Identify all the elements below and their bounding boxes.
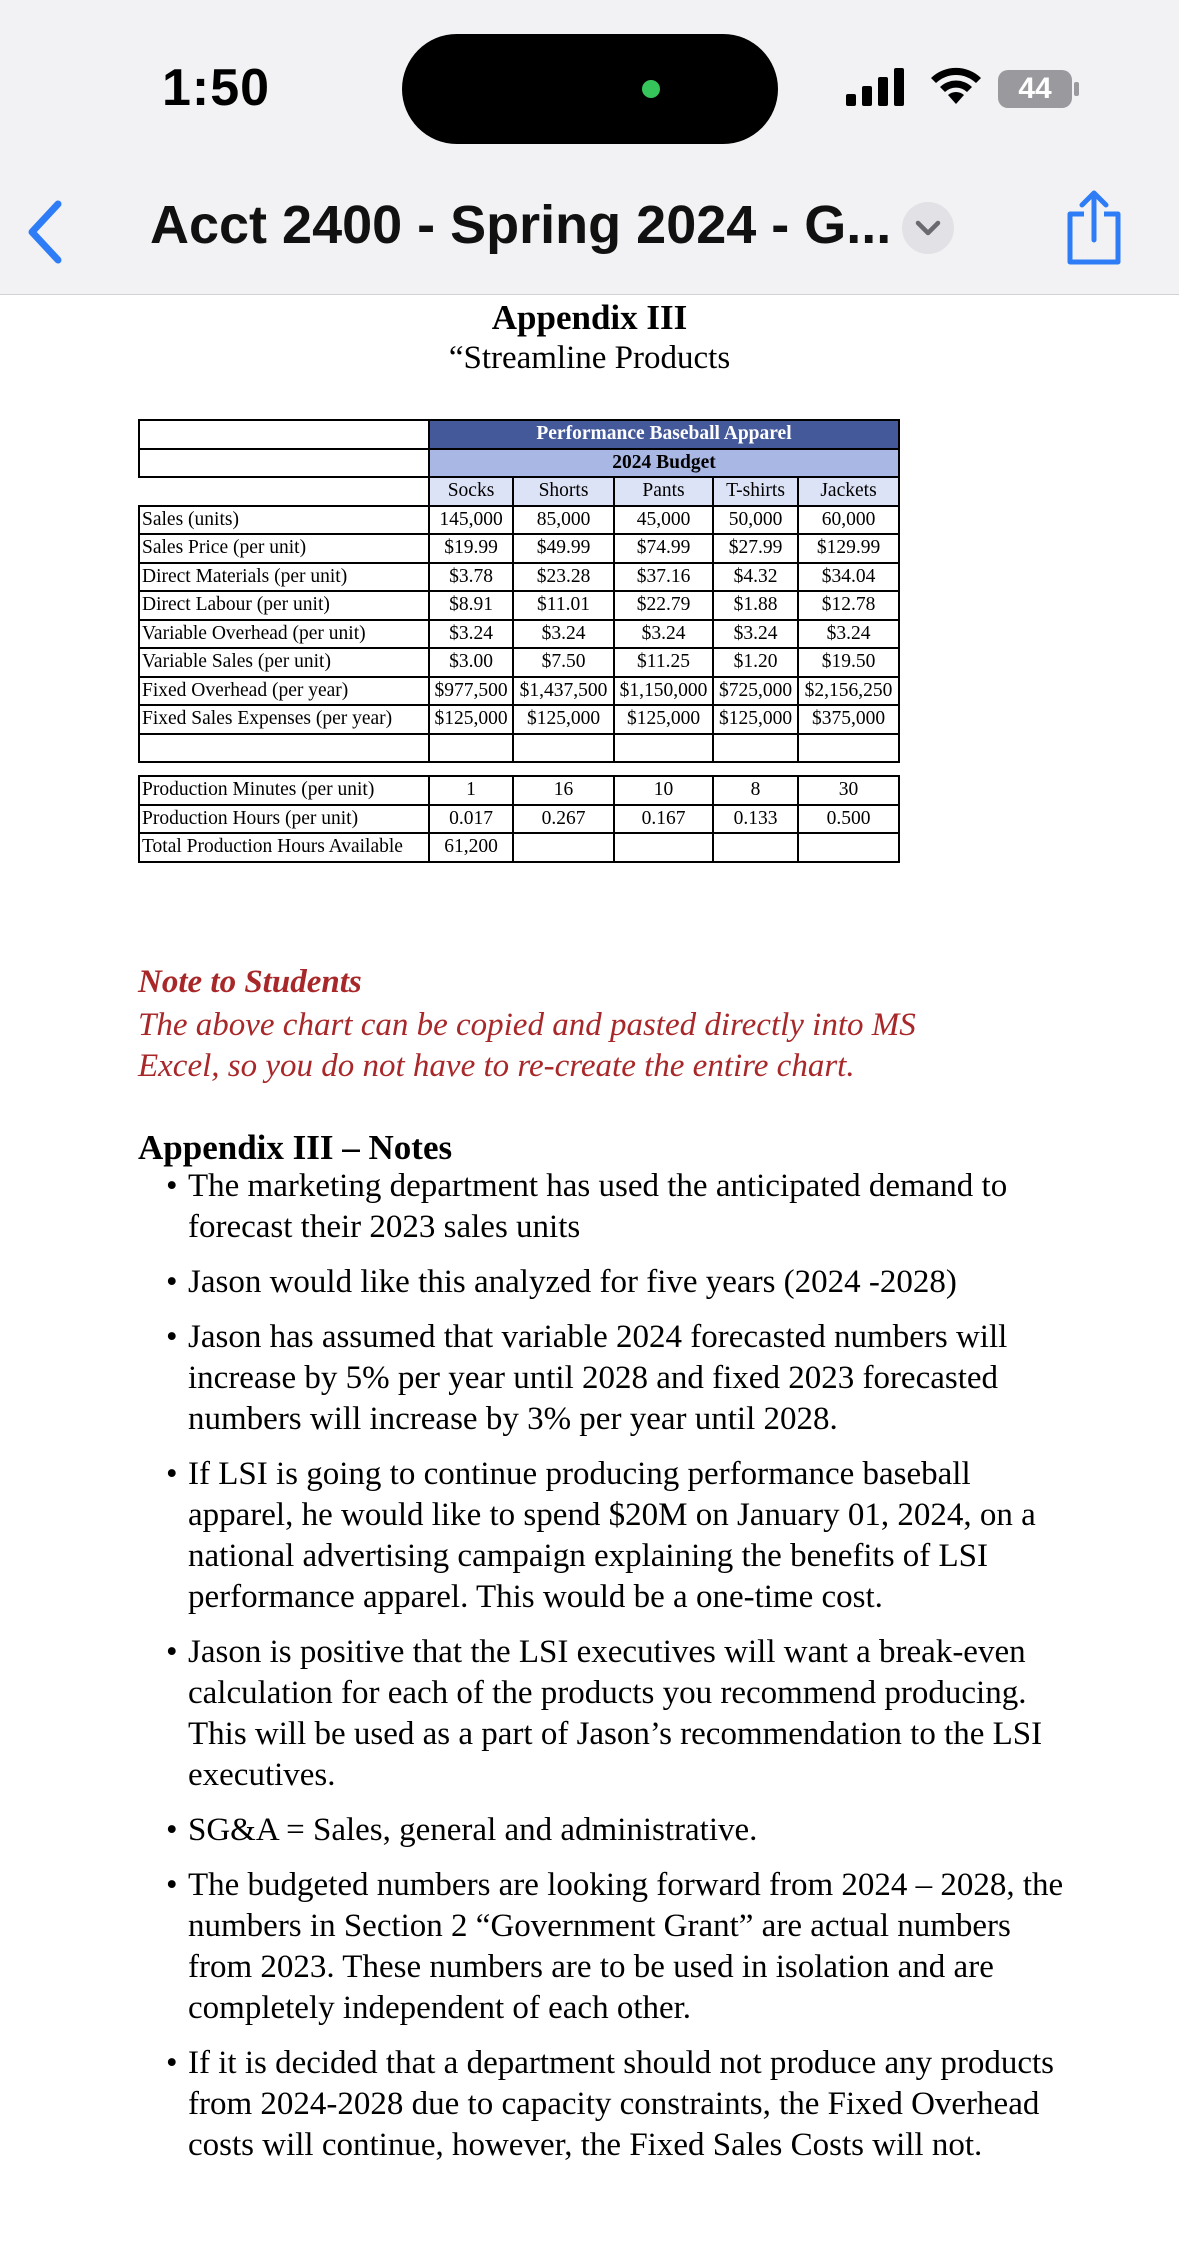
wifi-icon xyxy=(928,60,984,106)
table-cell: 0.267 xyxy=(513,805,614,834)
row-label: Direct Labour (per unit) xyxy=(139,591,429,620)
notes-title: Appendix III – Notes xyxy=(138,1128,453,1167)
table-header-row xyxy=(139,449,899,478)
table-header-row xyxy=(139,420,899,449)
table-cell: $1,437,500 xyxy=(513,677,614,706)
document-title[interactable]: Acct 2400 - Spring 2024 - G... xyxy=(150,195,892,255)
table-corner-cell xyxy=(139,477,429,506)
camera-indicator-icon xyxy=(642,80,660,98)
table-cell: 0.133 xyxy=(713,805,798,834)
row-label: Sales Price (per unit) xyxy=(139,534,429,563)
product-header: Jackets xyxy=(798,477,899,506)
cellular-signal-icon xyxy=(846,66,906,106)
table-row xyxy=(139,677,899,706)
table-cell: $19.99 xyxy=(429,534,513,563)
table-cell: 60,000 xyxy=(798,506,899,535)
product-header: Pants xyxy=(614,477,713,506)
table-empty-row xyxy=(139,734,899,763)
table-cell: $23.28 xyxy=(513,563,614,592)
row-label: Fixed Overhead (per year) xyxy=(139,677,429,706)
bullet: • xyxy=(166,1319,178,1355)
budget-table xyxy=(138,419,900,863)
table-row xyxy=(139,648,899,677)
table-row xyxy=(139,620,899,649)
table-cell: $8.91 xyxy=(429,591,513,620)
note-text: If LSI is going to continue producing performance baseball apparel, he would like to spend $20M on January 01, 2024, on a national advertising campaign explaining the benefits of LSI performance apparel. This would be a one-time cost. xyxy=(188,1456,1036,1615)
table-cell: 50,000 xyxy=(713,506,798,535)
table-cell xyxy=(614,734,713,763)
notes-list xyxy=(166,1166,1066,2180)
table-cell: 61,200 xyxy=(429,833,513,862)
back-chevron-icon[interactable] xyxy=(20,192,70,272)
table-cell xyxy=(713,734,798,763)
table-cell xyxy=(139,734,429,763)
appendix-title: Appendix III xyxy=(491,298,688,337)
battery-icon xyxy=(998,70,1080,108)
table-spacer-row xyxy=(139,762,899,776)
note-text: The budgeted numbers are looking forward from 2024 – 2028, the numbers in Section 2 “Government Grant” are actual numbers from 2023. These numbers are to be used in isolation and are completely independent of each other. xyxy=(188,1867,1064,2026)
table-cell: 1 xyxy=(429,776,513,805)
row-label: Production Hours (per unit) xyxy=(139,805,429,834)
product-header-row xyxy=(139,477,899,506)
table-cell: 0.017 xyxy=(429,805,513,834)
product-header: T-shirts xyxy=(713,477,798,506)
table-cell: $3.24 xyxy=(798,620,899,649)
table-row xyxy=(139,776,899,805)
note-text: Jason has assumed that variable 2024 forecasted numbers will increase by 5% per year until 2028 and fixed 2023 forecasted numbers will increase by 3% per year until 2028. xyxy=(188,1319,1008,1437)
table-cell: 0.500 xyxy=(798,805,899,834)
table-cell: 30 xyxy=(798,776,899,805)
table-cell: $1.88 xyxy=(713,591,798,620)
table-row xyxy=(139,506,899,535)
chevron-down-icon xyxy=(902,202,954,254)
status-time: 1:50 xyxy=(162,59,271,117)
note-line: The above chart can be copied and pasted directly into MS xyxy=(138,1007,916,1043)
table-cell: 85,000 xyxy=(513,506,614,535)
table-subheading: 2024 Budget xyxy=(429,449,899,478)
table-cell: 0.167 xyxy=(614,805,713,834)
table-cell: $11.25 xyxy=(614,648,713,677)
appendix-subtitle: “Streamline Products xyxy=(448,340,731,376)
table-cell xyxy=(429,734,513,763)
table-corner-cell xyxy=(139,420,429,449)
table-cell xyxy=(513,833,614,862)
table-cell: $125,000 xyxy=(713,705,798,734)
table-heading: Performance Baseball Apparel xyxy=(429,420,899,449)
title-menu-button[interactable] xyxy=(902,202,954,254)
table-cell: $125,000 xyxy=(513,705,614,734)
list-item xyxy=(166,1317,1066,1440)
table-row xyxy=(139,705,899,734)
table-cell xyxy=(513,734,614,763)
table-cell: $725,000 xyxy=(713,677,798,706)
note-text: SG&A = Sales, general and administrative. xyxy=(188,1812,758,1848)
table-cell: $1,150,000 xyxy=(614,677,713,706)
table-cell xyxy=(798,833,899,862)
table-cell: $375,000 xyxy=(798,705,899,734)
table-cell: $129.99 xyxy=(798,534,899,563)
navigation-bar xyxy=(0,170,1179,295)
list-item xyxy=(166,2043,1066,2166)
list-item xyxy=(166,1865,1066,2029)
bullet: • xyxy=(166,1264,178,1300)
table-row xyxy=(139,534,899,563)
row-label: Variable Overhead (per unit) xyxy=(139,620,429,649)
table-cell: $34.04 xyxy=(798,563,899,592)
note-text: Jason is positive that the LSI executives will want a break-even calculation for each of the products you recommend producing. This will be used as a part of Jason’s recommendation to the LSI executives. xyxy=(188,1634,1043,1793)
table-cell: $3.00 xyxy=(429,648,513,677)
table-spacer xyxy=(139,762,899,776)
bullet: • xyxy=(166,1867,178,1903)
table-cell: 8 xyxy=(713,776,798,805)
table-cell: $11.01 xyxy=(513,591,614,620)
table-cell xyxy=(713,833,798,862)
row-label: Fixed Sales Expenses (per year) xyxy=(139,705,429,734)
status-bar xyxy=(0,0,1179,170)
note-text: If it is decided that a department should not produce any products from 2024-2028 due to capacity constraints, the Fixed Overhead costs will continue, however, the Fixed Sales Costs will not. xyxy=(188,2045,1055,2163)
bullet: • xyxy=(166,2045,178,2081)
table-cell: $2,156,250 xyxy=(798,677,899,706)
table-cell: $19.50 xyxy=(798,648,899,677)
table-cell xyxy=(798,734,899,763)
row-label: Variable Sales (per unit) xyxy=(139,648,429,677)
table-cell: $3.24 xyxy=(513,620,614,649)
note-text: The marketing department has used the anticipated demand to forecast their 2023 sales units xyxy=(188,1168,1008,1245)
table-cell: $74.99 xyxy=(614,534,713,563)
list-item xyxy=(166,1262,1066,1303)
table-cell: 10 xyxy=(614,776,713,805)
row-label: Total Production Hours Available xyxy=(139,833,429,862)
list-item xyxy=(166,1454,1066,1618)
list-item xyxy=(166,1810,1066,1851)
bullet: • xyxy=(166,1634,178,1670)
table-cell: $3.78 xyxy=(429,563,513,592)
table-cell: 45,000 xyxy=(614,506,713,535)
table-row xyxy=(139,805,899,834)
table-cell xyxy=(614,833,713,862)
row-label: Direct Materials (per unit) xyxy=(139,563,429,592)
bullet: • xyxy=(166,1168,178,1204)
table-cell: 16 xyxy=(513,776,614,805)
list-item xyxy=(166,1632,1066,1796)
table-cell: $22.79 xyxy=(614,591,713,620)
table-cell: $977,500 xyxy=(429,677,513,706)
table-row xyxy=(139,591,899,620)
table-cell: $27.99 xyxy=(713,534,798,563)
table-cell: $1.20 xyxy=(713,648,798,677)
table-cell: $3.24 xyxy=(713,620,798,649)
table-cell: $3.24 xyxy=(429,620,513,649)
table-corner-cell xyxy=(139,449,429,478)
row-label: Sales (units) xyxy=(139,506,429,535)
table-row xyxy=(139,833,899,862)
dynamic-island xyxy=(402,34,778,144)
table-cell: 145,000 xyxy=(429,506,513,535)
product-header: Socks xyxy=(429,477,513,506)
table-cell: $4.32 xyxy=(713,563,798,592)
product-header: Shorts xyxy=(513,477,614,506)
table-row xyxy=(139,563,899,592)
list-item xyxy=(166,1166,1066,1248)
note-text: Jason would like this analyzed for five years (2024 -2028) xyxy=(188,1264,957,1300)
table-cell: $49.99 xyxy=(513,534,614,563)
note-title: Note to Students xyxy=(138,964,362,1000)
table-cell: $3.24 xyxy=(614,620,713,649)
note-body xyxy=(138,1005,1038,1087)
bullet: • xyxy=(166,1812,178,1848)
note-line: Excel, so you do not have to re-create the entire chart. xyxy=(138,1048,855,1084)
share-icon[interactable] xyxy=(1064,188,1124,268)
table-cell: $125,000 xyxy=(614,705,713,734)
bullet: • xyxy=(166,1456,178,1492)
table-cell: $125,000 xyxy=(429,705,513,734)
table-cell: $12.78 xyxy=(798,591,899,620)
battery-level: 44 xyxy=(1018,72,1052,105)
row-label: Production Minutes (per unit) xyxy=(139,776,429,805)
table-cell: $37.16 xyxy=(614,563,713,592)
table-cell: $7.50 xyxy=(513,648,614,677)
